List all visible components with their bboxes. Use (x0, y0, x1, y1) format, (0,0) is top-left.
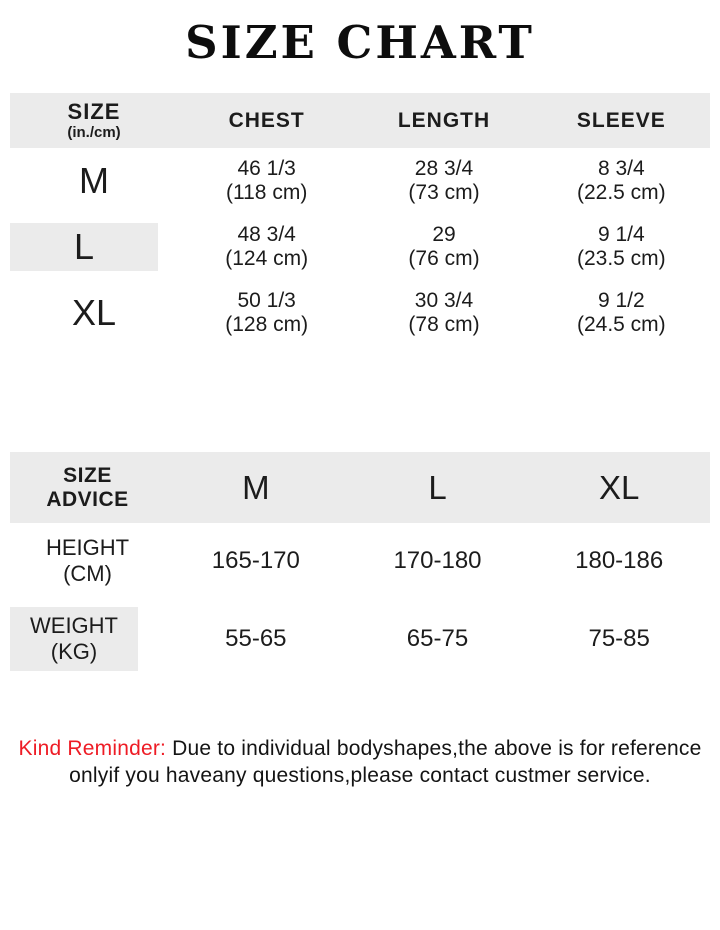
chest-value-m (178, 157, 355, 205)
size-advice-table (10, 452, 710, 679)
size-label-l: L (73, 226, 95, 267)
height-label-line1: HEIGHT (45, 535, 130, 560)
length-in-m: 28 3/4 (414, 157, 474, 180)
height-value-xl: 180-186 (575, 547, 664, 574)
sleeve-in-xl: 9 1/2 (597, 289, 645, 312)
size-label-xl: XL (71, 292, 117, 333)
chest-cm-m: (118 cm) (226, 181, 308, 204)
reminder-line2: onlyif you haveany questions,please contact custmer service. (69, 764, 651, 787)
weight-label-cell (10, 607, 165, 671)
size-label-m: M (79, 160, 109, 201)
weight-label-line2: (KG) (50, 639, 98, 664)
length-in-xl: 30 3/4 (414, 289, 474, 312)
sleeve-cm-l: (23.5 cm) (576, 247, 666, 270)
size-header-label: SIZE (67, 99, 121, 124)
sleeve-in-l: 9 1/4 (597, 223, 645, 246)
size-table-header-length: LENGTH (397, 108, 491, 132)
chest-cm-l: (124 cm) (225, 247, 309, 270)
length-value-l (355, 223, 532, 271)
kind-reminder (0, 735, 720, 789)
reminder-label: Kind Reminder: (18, 737, 167, 760)
chest-cm-xl: (128 cm) (225, 313, 309, 336)
table-row-m (10, 148, 710, 214)
weight-row (10, 599, 710, 679)
reminder-line1 (0, 735, 720, 762)
chest-value-l (178, 223, 355, 271)
size-cell-l (10, 223, 178, 271)
sleeve-cm-m: (22.5 cm) (576, 181, 666, 204)
height-label-line2: (CM) (63, 561, 112, 586)
reminder-line1-text: Due to individual bodyshapes,the above is for reference (166, 737, 702, 760)
sleeve-value-xl (533, 289, 710, 337)
chest-in-xl: 50 1/3 (237, 289, 296, 312)
sleeve-value-m (533, 157, 710, 205)
table-row-xl (10, 280, 710, 346)
advice-label-line2: ADVICE (46, 487, 129, 511)
length-cm-m: (73 cm) (408, 181, 480, 204)
size-header-unit: (in./cm) (67, 124, 121, 141)
weight-value-xl: 75-85 (588, 625, 650, 652)
length-cm-l: (76 cm) (408, 247, 480, 270)
advice-header-row (10, 452, 710, 523)
page-title: SIZE CHART (185, 16, 535, 69)
length-value-m (355, 157, 532, 205)
weight-label-line1: WEIGHT (30, 613, 118, 638)
chest-in-l: 48 3/4 (237, 223, 296, 246)
size-table-header-size (10, 100, 178, 141)
highlight-box-weight (10, 607, 138, 671)
height-value-l: 170-180 (393, 547, 482, 574)
advice-header-l: L (428, 468, 447, 506)
size-measurement-table (10, 93, 710, 346)
length-in-l: 29 (432, 223, 456, 246)
height-value-m: 165-170 (211, 547, 300, 574)
height-row (10, 523, 710, 599)
length-cm-xl: (78 cm) (408, 313, 480, 336)
length-value-xl (355, 289, 532, 337)
advice-label-line1: SIZE (63, 463, 112, 487)
advice-header-xl: XL (598, 468, 640, 506)
sleeve-cm-xl: (24.5 cm) (576, 313, 666, 336)
sleeve-value-l (533, 223, 710, 271)
chest-value-xl (178, 289, 355, 337)
size-table-header-chest: CHEST (228, 108, 305, 132)
weight-value-l: 65-75 (406, 625, 469, 652)
weight-value-m: 55-65 (225, 625, 287, 652)
chest-in-m: 46 1/3 (237, 157, 296, 180)
sleeve-in-m: 8 3/4 (597, 157, 645, 180)
size-table-header-row (10, 93, 710, 148)
height-label (10, 535, 165, 587)
table-row-l (10, 214, 710, 280)
advice-header-m: M (242, 468, 270, 506)
advice-header-label (10, 464, 165, 512)
size-table-header-sleeve: SLEEVE (576, 108, 666, 132)
highlight-box-l (10, 223, 158, 271)
